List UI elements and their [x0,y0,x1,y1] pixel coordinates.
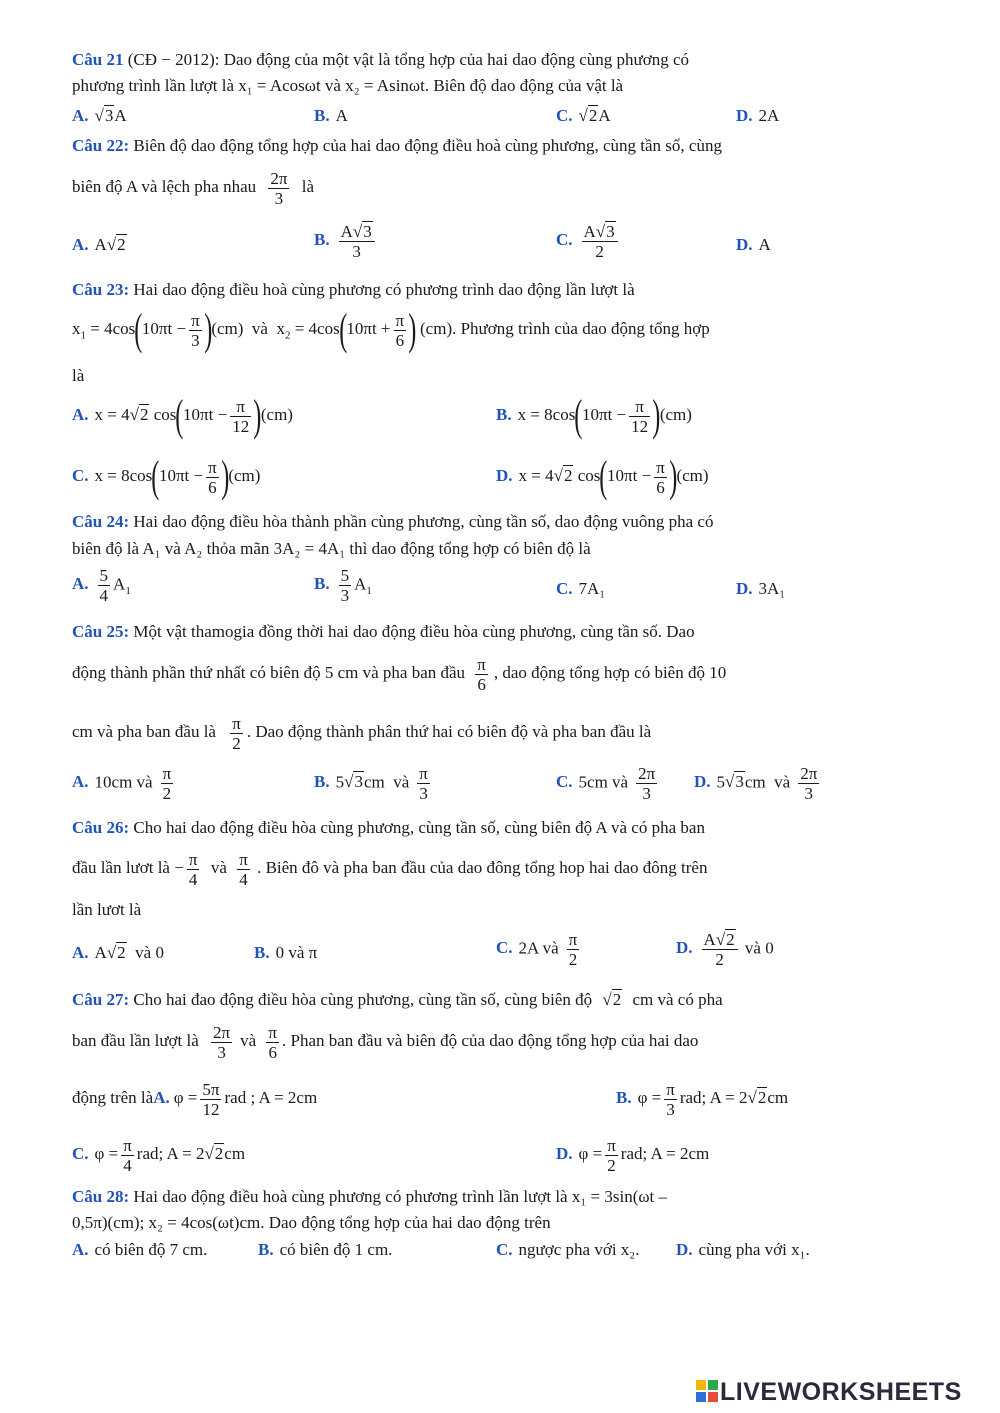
q22-line2: biên độ A và lệch pha nhau $\frac{2\pi}{3}$ là [72,168,314,208]
q25-label: Câu 25: [72,622,130,641]
q28-option-b[interactable]: B. có biên độ 1 cm. [258,1240,393,1259]
q22-option-c[interactable]: C. $\frac{A√3}{2}$ [556,222,621,261]
q24-line2: biên độ là A₁ và A₂ thỏa mãn 3A₂ = 4A₁ thì dao động tổng hợp có biên độ là [72,539,591,558]
q25-option-c[interactable]: C. 5cm và $\frac{2\pi}{3}$ [556,764,656,803]
liveworksheets-brand [696,1378,962,1407]
q24-label: Câu 24: [72,512,130,531]
q21-option-b[interactable]: B. A [314,106,348,125]
q26-line1: Câu 26: Cho hai dao động điều hòa cùng phương, cùng tần số, cùng biên độ A và có pha ban [72,818,705,837]
q23-line1: Câu 23: Hai dao động điều hoà cùng phương có phương trình dao động lần lượt là [72,280,635,299]
q26-line2: đầu lần lươt là − $\frac{\pi}{4}$ và $\frac{\pi}{4}$ . Biên đô và pha ban đầu của dao đông tổng hop hai dao đông trên [72,849,708,889]
q23-option-c[interactable]: C. x = 8cos(10πt − $\frac{\pi}{6}$ )(cm) [72,452,261,502]
q25-option-a[interactable]: A. 10cm và $\frac{\pi}{2}$ [72,764,172,803]
q23-line2: $x_1 = 4\cos(10\pi t$ − $\frac{\pi}{3}$ )(cm) và $x_2 = 4\cos(10\pi t$ + $\frac{\pi}{6}$ ) (cm). Phương trình của dao động tổng hợp [72,305,710,355]
q21-text2: phương trình lần lượt là x₁ = Acosωt và x₂ = Asinωt. Biên độ dao động của vật là [72,76,624,95]
q28-line2: 0,5π)(cm); x₂ = 4cos(ωt)cm. Dao động tổng hợp của hai dao động trên [72,1213,551,1232]
q22-line1: Câu 22: Biên độ dao động tổng hợp của hai dao động điều hoà cùng phương, cùng tần số, cùng [72,136,722,155]
q25-option-d[interactable]: D. 5√3cm và $\frac{2\pi}{3}$ [694,764,818,803]
q27-label: Câu 27: [72,990,130,1009]
q25-option-b[interactable]: B. 5√3cm và $\frac{\pi}{3}$ [314,764,428,803]
q23-label: Câu 23: [72,280,130,299]
q22-option-d[interactable]: D. A [736,235,771,254]
q25-line1: Câu 25: Một vật thamogia đồng thời hai dao động điều hòa cùng phương, cùng tần số. Dao [72,622,695,641]
q24-option-d[interactable]: D. 3A₁ [736,579,786,598]
q26-option-a[interactable]: A. A√2 và 0 [72,943,164,962]
q21-label: Câu 21 [72,50,124,69]
q26-line3: lần lươt là [72,900,142,919]
q26-option-b[interactable]: B. 0 và π [254,943,318,962]
q25-line3: cm và pha ban đầu là $\frac{\pi}{2}$ . Dao động thành phân thứ hai có biên độ và pha ban đầu là [72,713,652,753]
q26-option-c[interactable]: C. 2A và $\frac{\pi}{2}$ [496,930,578,969]
q22-option-b[interactable]: B. $\frac{A√3}{3}$ [314,222,378,261]
q21-option-c[interactable]: C. √2A [556,106,611,125]
q28-label: Câu 28: [72,1187,130,1206]
q25-line2: động thành phần thứ nhất có biên độ 5 cm và pha ban đầu $\frac{\pi}{6}$ , dao động tổng hợp có biên độ 10 [72,654,727,694]
q28-option-c[interactable]: C. ngược pha với x₂. [496,1240,640,1259]
q27-option-a-letter[interactable]: A. [153,1088,170,1107]
q27-option-d[interactable]: D. φ = $\frac{\pi}{2}$ rad; A = 2cm [556,1135,710,1175]
q24-option-c[interactable]: C. 7A₁ [556,579,606,598]
q23-option-b[interactable]: B. x = 8cos(10πt − $\frac{\pi}{12}$ )(cm) [496,391,692,441]
q24-line1: Câu 24: Hai dao động điều hòa thành phần cùng phương, cùng tần số, dao động vuông pha có [72,512,714,531]
liveworksheets-wordmark: LIVEWORKSHEETS [720,1378,962,1406]
liveworksheets-logo-icon [696,1380,718,1402]
q23-option-d[interactable]: D. x = 4√2 cos(10πt − $\frac{\pi}{6}$ )(cm) [496,452,709,502]
q27-line3: động trên làA. φ = $\frac{5\pi}{12}$ rad ; A = 2cm [72,1079,318,1119]
q28-option-d[interactable]: D. cùng pha với x₁. [676,1240,810,1259]
q21-text: (CĐ − 2012): Dao động của một vật là tổng hợp của hai dao động cùng phương có [123,50,690,69]
q26-option-d[interactable]: D. $\frac{A√2}{2}$ và 0 [676,930,774,969]
q21-line2 [72,76,623,96]
q28-option-a[interactable]: A. có biên độ 7 cm. [72,1240,208,1259]
q24-option-b[interactable]: B. $\frac{5}{3}$ $A_1$ [314,566,372,605]
q27-option-c[interactable]: C. φ = $\frac{\pi}{4}$ rad; A = 2√2cm [72,1135,246,1175]
q22-option-a[interactable]: A. A√2 [72,235,126,254]
q26-label: Câu 26: [72,818,130,837]
q23-line3: là [72,366,85,385]
q27-line1: Câu 27: Cho hai đao động điều hòa cùng phương, cùng tần số, cùng biên độ √2 cm và có pha [72,990,723,1009]
q27-option-b[interactable]: B. φ = $\frac{\pi}{3}$ rad; A = 2√2cm [616,1079,789,1119]
q28-line1: Câu 28: Hai dao động điều hoà cùng phương có phương trình lần lượt là x₁ = 3sin(ωt – [72,1187,668,1206]
q21-line1 [72,50,689,70]
q27-line2: ban đầu lần lượt là $\frac{2\pi}{3}$ và $\frac{\pi}{6}$ . Phan ban đầu và biên độ của dao động tổng hợp của hai dao [72,1022,699,1062]
q22-label: Câu 22: [72,136,130,155]
q21-option-d[interactable]: D. 2A [736,106,780,125]
q21-option-a[interactable]: A. √3A [72,106,127,125]
q24-option-a[interactable]: A. $\frac{5}{4}$ $A_1$ [72,566,131,605]
q23-option-a[interactable]: A. x = 4√2 cos(10πt − $\frac{\pi}{12}$ )(cm) [72,391,293,441]
q27-option-a[interactable]: rad ; A = 2cm [224,1088,318,1107]
